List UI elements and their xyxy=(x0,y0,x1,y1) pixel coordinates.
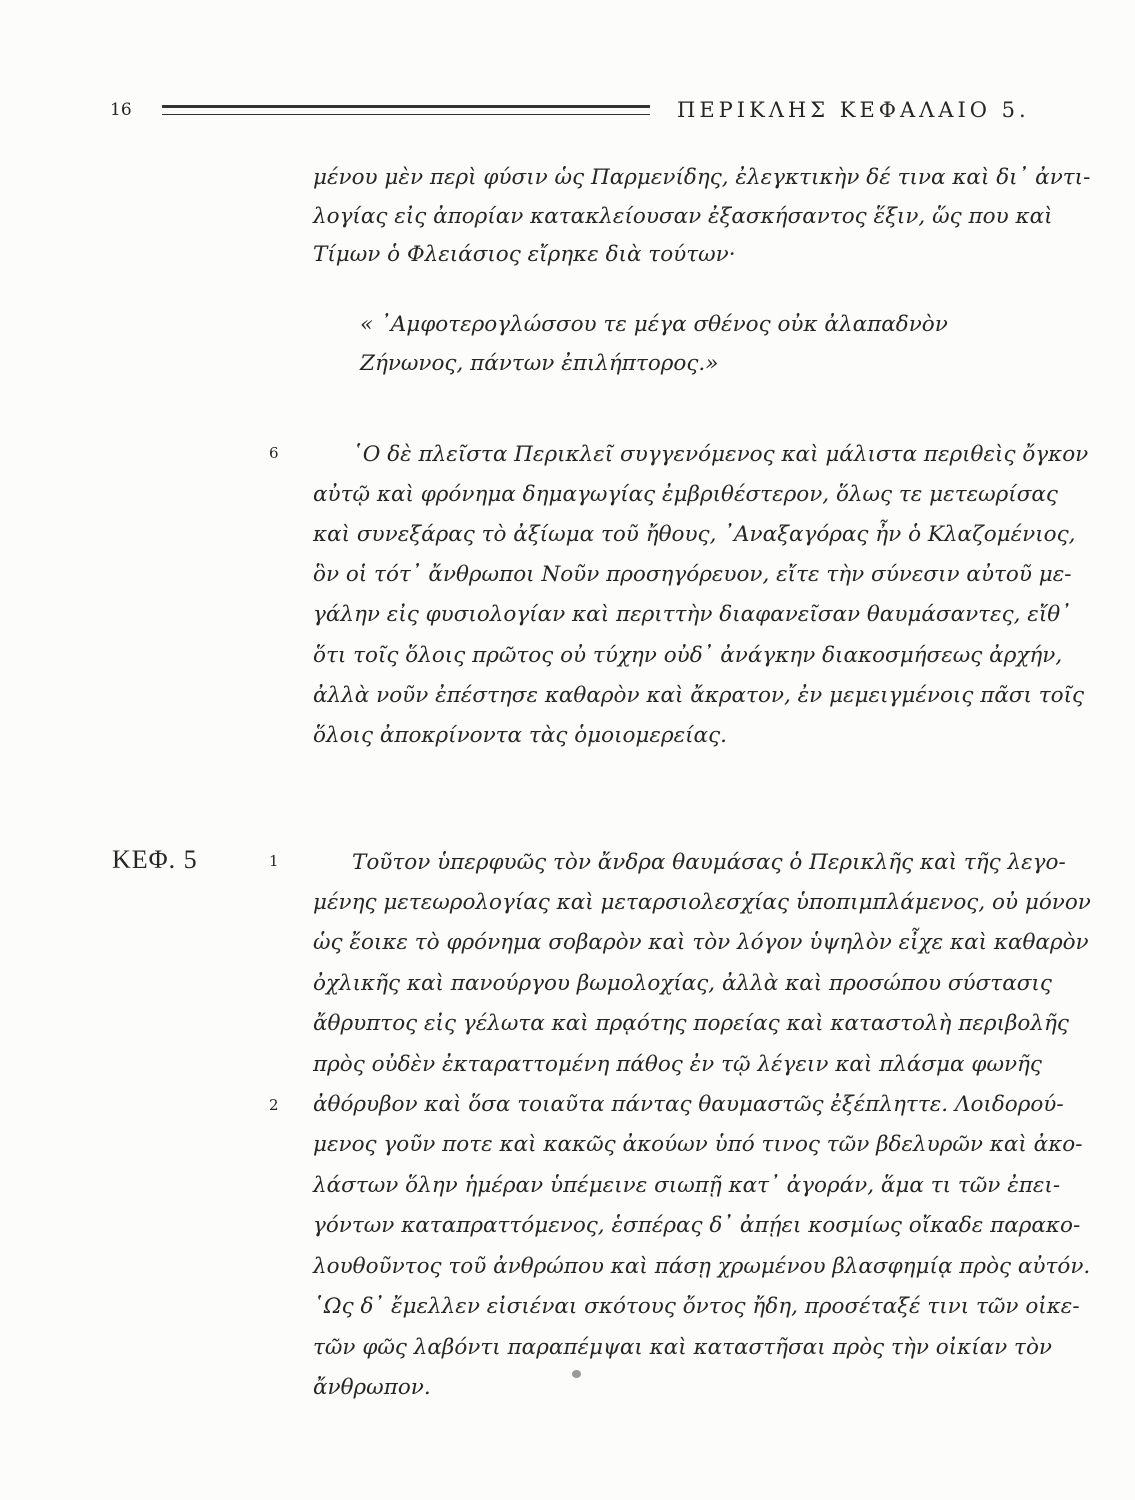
text-line: μένου μὲν περὶ φύσιν ὡς Παρμενίδης, ἐλεγκτικὴν δέ τινα καὶ δι᾽ ἀντι- xyxy=(313,165,1091,190)
text-line: γόντων καταπραττόμενος, ἑσπέρας δ᾽ ἀπῄει κοσμίως οἴκαδε παρακο- xyxy=(313,1213,1081,1238)
text-line: ὡς ἔοικε τὸ φρόνημα σοβαρὸν καὶ τὸν λόγον ὑψηλὸν εἶχε καὶ καθαρὸν xyxy=(313,930,1089,955)
chapter-marker: ΚΕΦ. 5 xyxy=(112,845,198,874)
text-line: ἄθρυπτος εἰς γέλωτα καὶ πρᾳότης πορείας καὶ καταστολὴ περιβολῆς xyxy=(313,1011,1069,1036)
quote-line: « ᾿Αμφοτερογλώσσου τε μέγα σθένος οὐκ ἀλαπαδνὸν xyxy=(360,312,948,337)
text-line: αὐτῷ καὶ φρόνημα δημαγωγίας ἐμβριθέστερον, ὅλως τε μετεωρίσας xyxy=(313,482,1058,507)
text-line: πρὸς οὐδὲν ἐκταραττομένη πάθος ἐν τῷ λέγειν καὶ πλάσμα φωνῆς xyxy=(313,1052,1042,1077)
text-line: ὀχλικῆς καὶ πανούργου βωμολοχίας, ἀλλὰ καὶ προσώπου σύστασις xyxy=(313,971,1052,996)
text-line: λουθοῦντος τοῦ ἀνθρώπου καὶ πάσῃ χρωμένου βλασφημίᾳ πρὸς αὐτόν. xyxy=(313,1254,1091,1279)
text-line: Τοῦτον ὑπερφυῶς τὸν ἄνδρα θαυμάσας ὁ Περικλῆς καὶ τῆς λεγο- xyxy=(352,850,1066,875)
ink-spot xyxy=(572,1370,581,1378)
line-number-2: 2 xyxy=(269,1096,279,1114)
text-line: λάστων ὅλην ἡμέραν ὑπέμεινε σιωπῇ κατ᾽ ἀγοράν, ἅμα τι τῶν ἐπει- xyxy=(313,1173,1061,1198)
text-line: μένης μετεωρολογίας καὶ μεταρσιολεσχίας ὑποπιμπλάμενος, οὐ μόνον xyxy=(313,890,1091,915)
quote-line: Ζήνωνος, πάντων ἐπιλήπτορος.» xyxy=(360,351,719,376)
text-line: ὃν οἱ τότ᾽ ἄνθρωποι Νοῦν προσηγόρευον, εἴτε τὴν σύνεσιν αὐτοῦ με- xyxy=(313,562,1072,587)
page-header xyxy=(0,92,1135,132)
text-line: καὶ συνεξάρας τὸ ἀξίωμα τοῦ ἤθους, ᾿Αναξαγόρας ἦν ὁ Κλαζομένιος, xyxy=(313,522,1076,547)
text-line: Τίμων ὁ Φλειάσιος εἴρηκε διὰ τούτων· xyxy=(313,242,736,267)
header-double-rule xyxy=(162,105,650,115)
text-line: ῾Ο δὲ πλεῖστα Περικλεῖ συγγενόμενος καὶ μάλιστα περιθεὶς ὄγκον xyxy=(352,442,1089,467)
line-number-6: 6 xyxy=(269,444,279,462)
text-line: μενος γοῦν ποτε καὶ κακῶς ἀκούων ὑπό τινος τῶν βδελυρῶν καὶ ἀκο- xyxy=(313,1132,1083,1157)
text-line: ῾Ως δ᾽ ἔμελλεν εἰσιέναι σκότους ὄντος ἤδη, προσέταξέ τινι τῶν οἰκε- xyxy=(313,1294,1080,1319)
text-line: ἄνθρωπον. xyxy=(313,1375,431,1400)
text-line: ἀλλὰ νοῦν ἐπέστησε καθαρὸν καὶ ἄκρατον, ἐν μεμειγμένοις πᾶσι τοῖς xyxy=(313,683,1085,708)
text-line: τῶν φῶς λαβόντι παραπέμψαι καὶ καταστῆσαι πρὸς τὴν οἰκίαν τὸν xyxy=(313,1335,1052,1360)
page-number: 16 xyxy=(110,100,132,120)
text-line: γάλην εἰς φυσιολογίαν καὶ περιττὴν διαφανεῖσαν θαυμάσαντες, εἴθ᾽ xyxy=(313,602,1071,627)
text-line: ὅτι τοῖς ὅλοις πρῶτος οὐ τύχην οὐδ᾽ ἀνάγκην διακοσμήσεως ἀρχήν, xyxy=(313,643,1063,668)
text-line: λογίας εἰς ἀπορίαν κατακλείουσαν ἐξασκήσαντος ἕξιν, ὥς που καὶ xyxy=(313,204,1053,229)
running-title: ΠΕΡΙΚΛΗΣ ΚΕΦΑΛΑΙΟ 5. xyxy=(677,98,1030,122)
line-number-1: 1 xyxy=(269,852,279,870)
text-line: ἀθόρυβον καὶ ὅσα τοιαῦτα πάντας θαυμαστῶς ἐξέπληττε. Λοιδορού- xyxy=(313,1092,1064,1117)
text-line: ὅλοις ἀποκρίνοντα τὰς ὁμοιομερείας. xyxy=(313,723,727,748)
